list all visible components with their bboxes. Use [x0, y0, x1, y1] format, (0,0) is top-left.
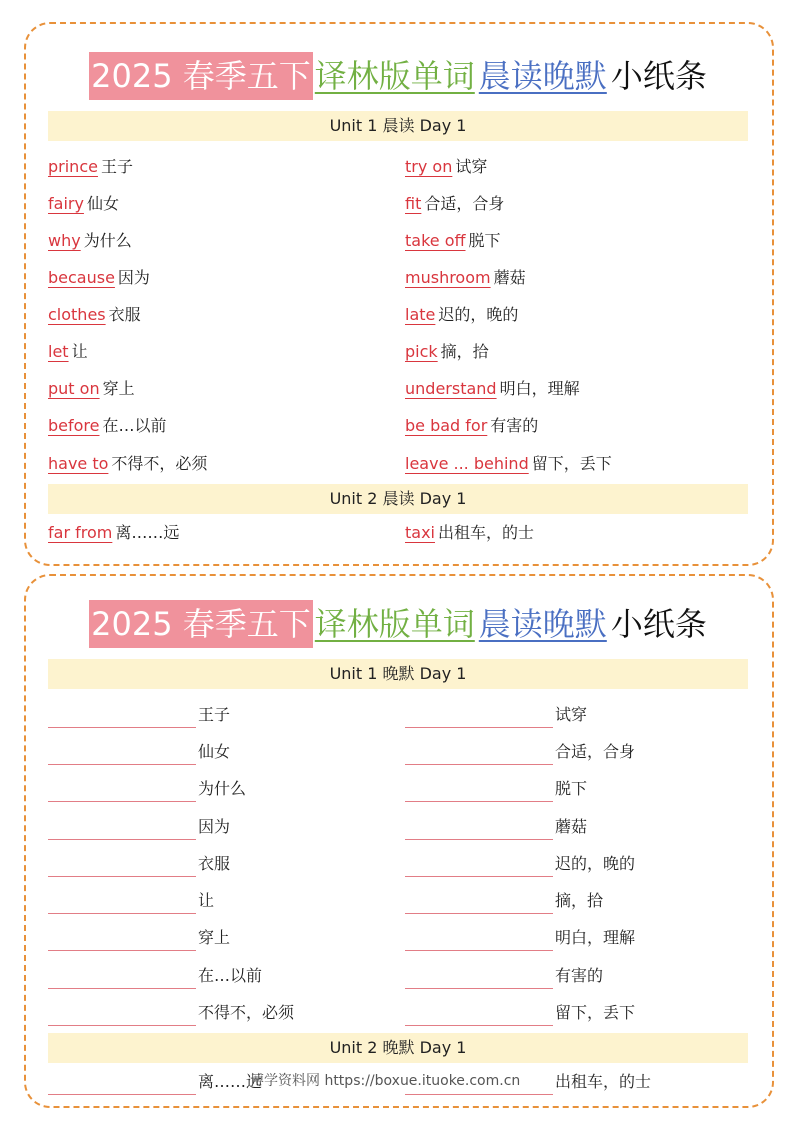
chinese-meaning: 因为: [117, 268, 150, 287]
dictation-row: [405, 851, 635, 877]
chinese-meaning: 衣服: [108, 305, 141, 324]
word-row: [405, 451, 612, 477]
answer-blank[interactable]: [405, 709, 553, 728]
word-row: [48, 451, 207, 477]
dictation-row: [405, 739, 635, 765]
word-row: [48, 302, 141, 328]
chinese-meaning: 有害的: [555, 966, 604, 985]
answer-blank[interactable]: [48, 783, 196, 802]
word-row: [48, 339, 88, 365]
answer-blank[interactable]: [405, 783, 553, 802]
chinese-meaning: 王子: [100, 157, 133, 176]
dictation-row: [405, 814, 587, 840]
answer-blank[interactable]: [48, 858, 196, 877]
answer-blank[interactable]: [405, 970, 553, 989]
chinese-meaning: 离……远: [115, 523, 180, 542]
word-row: [405, 339, 489, 365]
title-part-edition: 译林版单词: [314, 605, 475, 643]
answer-blank[interactable]: [48, 970, 196, 989]
chinese-meaning: 明白，理解: [499, 379, 580, 398]
chinese-meaning: 仙女: [86, 194, 119, 213]
sheet-title: [78, 600, 720, 648]
answer-blank[interactable]: [48, 1076, 196, 1095]
chinese-meaning: 出租车，的士: [555, 1072, 652, 1091]
english-word: far from: [48, 523, 113, 542]
english-word: why: [48, 231, 81, 250]
word-row: [48, 520, 179, 546]
chinese-meaning: 留下，丢下: [531, 454, 612, 473]
dictation-row: [48, 925, 230, 951]
dictation-row: [405, 702, 587, 728]
word-row: [405, 413, 538, 439]
dictation-row: [405, 776, 587, 802]
english-word: late: [405, 305, 436, 324]
answer-blank[interactable]: [48, 821, 196, 840]
dictation-row: [48, 888, 214, 914]
english-word: prince: [48, 157, 98, 176]
english-word: put on: [48, 379, 100, 398]
chinese-meaning: 为什么: [83, 231, 132, 250]
english-word: fairy: [48, 194, 84, 213]
dictation-row: [405, 925, 635, 951]
english-word: before: [48, 416, 100, 435]
answer-blank[interactable]: [405, 932, 553, 951]
english-word: let: [48, 342, 69, 361]
word-row: [405, 154, 487, 180]
chinese-meaning: 试穿: [455, 157, 488, 176]
word-row: [48, 413, 167, 439]
english-word: mushroom: [405, 268, 491, 287]
english-word: pick: [405, 342, 438, 361]
answer-blank[interactable]: [405, 1007, 553, 1026]
english-word: clothes: [48, 305, 106, 324]
chinese-meaning: 离……远: [198, 1072, 263, 1091]
chinese-meaning: 试穿: [555, 705, 588, 724]
chinese-meaning: 穿上: [102, 379, 135, 398]
chinese-meaning: 衣服: [198, 854, 231, 873]
answer-blank[interactable]: [405, 858, 553, 877]
chinese-meaning: 迟的，晚的: [438, 305, 519, 324]
word-row: [405, 228, 501, 254]
answer-blank[interactable]: [48, 932, 196, 951]
word-row: [405, 265, 526, 291]
watermark-footer: 博学资料网 https://boxue.ituoke.com.cn: [250, 1073, 521, 1089]
title-part-year: 2025 春季五下: [89, 600, 313, 648]
dictation-sheet: [24, 574, 774, 1108]
chinese-meaning: 不得不，必须: [111, 454, 208, 473]
dictation-row: [48, 1069, 262, 1095]
dictation-row: [48, 776, 246, 802]
word-row: [48, 154, 133, 180]
title-part-mode: 晨读晚默: [478, 57, 607, 95]
answer-blank[interactable]: [405, 821, 553, 840]
dictation-row: [405, 1000, 635, 1026]
english-word: taxi: [405, 523, 435, 542]
dictation-row: [48, 1000, 294, 1026]
answer-blank[interactable]: [405, 746, 553, 765]
chinese-meaning: 脱下: [555, 779, 588, 798]
chinese-meaning: 脱下: [468, 231, 501, 250]
word-row: [405, 520, 534, 546]
chinese-meaning: 留下，丢下: [555, 1003, 636, 1022]
english-word: be bad for: [405, 416, 488, 435]
word-row: [405, 191, 504, 217]
unit2-header: Unit 2 晚默 Day 1: [48, 1033, 748, 1063]
chinese-meaning: 在…以前: [198, 966, 263, 985]
chinese-meaning: 合适，合身: [555, 742, 636, 761]
reading-sheet: [24, 22, 774, 566]
chinese-meaning: 因为: [198, 817, 231, 836]
chinese-meaning: 摘，拾: [440, 342, 489, 361]
title-part-mode: 晨读晚默: [478, 605, 607, 643]
unit1-header: Unit 1 晚默 Day 1: [48, 659, 748, 689]
dictation-row: [48, 851, 230, 877]
chinese-meaning: 迟的，晚的: [555, 854, 636, 873]
english-word: fit: [405, 194, 422, 213]
english-word: understand: [405, 379, 497, 398]
dictation-row: [405, 963, 603, 989]
chinese-meaning: 明白，理解: [555, 928, 636, 947]
chinese-meaning: 蘑菇: [555, 817, 588, 836]
unit1-header: Unit 1 晨读 Day 1: [48, 111, 748, 141]
chinese-meaning: 穿上: [198, 928, 231, 947]
dictation-row: [48, 702, 230, 728]
word-row: [405, 376, 580, 402]
word-row: [48, 191, 119, 217]
chinese-meaning: 合适，合身: [424, 194, 505, 213]
chinese-meaning: 有害的: [490, 416, 539, 435]
chinese-meaning: 仙女: [198, 742, 231, 761]
title-part-note: 小纸条: [610, 57, 707, 95]
word-row: [48, 376, 135, 402]
answer-blank[interactable]: [48, 746, 196, 765]
answer-blank[interactable]: [48, 1007, 196, 1026]
title-part-year: 2025 春季五下: [89, 52, 313, 100]
chinese-meaning: 让: [71, 342, 88, 361]
chinese-meaning: 出租车，的士: [438, 523, 535, 542]
english-word: take off: [405, 231, 466, 250]
dictation-row: [48, 963, 262, 989]
answer-blank[interactable]: [48, 709, 196, 728]
chinese-meaning: 在…以前: [102, 416, 167, 435]
english-word: try on: [405, 157, 453, 176]
english-word: have to: [48, 454, 109, 473]
sheet-title: [78, 52, 720, 100]
unit2-header: Unit 2 晨读 Day 1: [48, 484, 748, 514]
dictation-row: [48, 739, 230, 765]
answer-blank[interactable]: [405, 895, 553, 914]
title-part-edition: 译林版单词: [314, 57, 475, 95]
chinese-meaning: 不得不，必须: [198, 1003, 295, 1022]
chinese-meaning: 蘑菇: [493, 268, 526, 287]
chinese-meaning: 王子: [198, 705, 231, 724]
chinese-meaning: 为什么: [198, 779, 247, 798]
dictation-row: [48, 814, 230, 840]
chinese-meaning: 摘，拾: [555, 891, 604, 910]
dictation-row: [405, 888, 603, 914]
word-row: [48, 265, 150, 291]
answer-blank[interactable]: [48, 895, 196, 914]
title-part-note: 小纸条: [610, 605, 707, 643]
english-word: leave ... behind: [405, 454, 529, 473]
chinese-meaning: 让: [198, 891, 215, 910]
word-row: [48, 228, 132, 254]
word-row: [405, 302, 518, 328]
english-word: because: [48, 268, 115, 287]
